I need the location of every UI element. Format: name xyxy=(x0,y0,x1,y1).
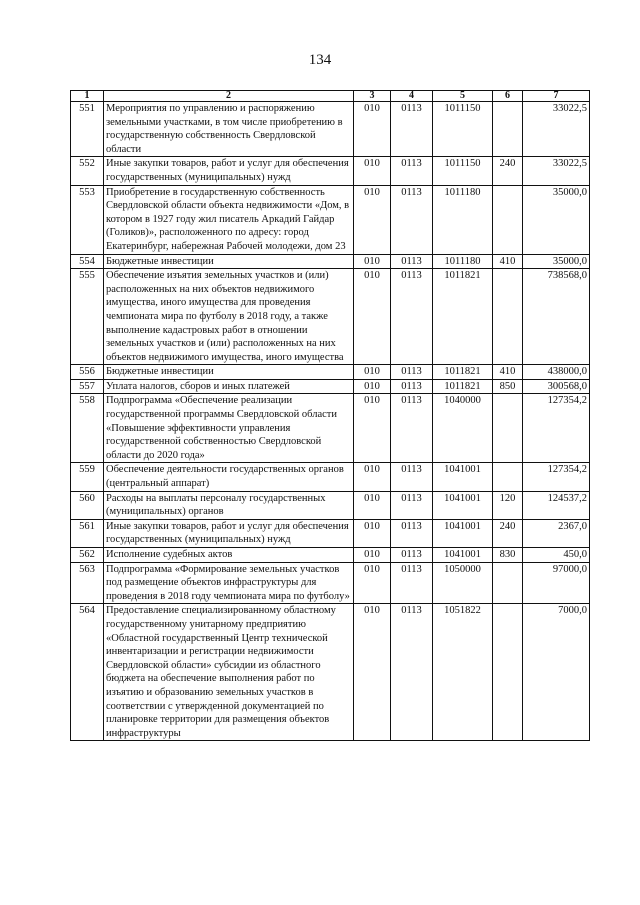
row-description: Исполнение судебных актов xyxy=(104,548,354,563)
table-row xyxy=(71,379,590,394)
row-code-3: 010 xyxy=(354,491,391,519)
row-code-5: 1011180 xyxy=(433,185,493,254)
row-code-4: 0113 xyxy=(391,394,433,463)
row-code-4: 0113 xyxy=(391,185,433,254)
row-code-6: 850 xyxy=(493,379,523,394)
row-code-5: 1011821 xyxy=(433,269,493,365)
row-code-3: 010 xyxy=(354,269,391,365)
row-code-6 xyxy=(493,394,523,463)
row-code-4: 0113 xyxy=(391,463,433,491)
row-code-3: 010 xyxy=(354,379,391,394)
row-code-3: 010 xyxy=(354,463,391,491)
row-code-6 xyxy=(493,102,523,157)
row-code-3: 010 xyxy=(354,185,391,254)
column-header: 6 xyxy=(493,91,523,102)
row-code-5: 1051822 xyxy=(433,604,493,741)
row-number: 562 xyxy=(71,548,104,563)
row-number: 555 xyxy=(71,269,104,365)
row-code-3: 010 xyxy=(354,394,391,463)
row-number: 558 xyxy=(71,394,104,463)
row-number: 552 xyxy=(71,157,104,185)
row-number: 557 xyxy=(71,379,104,394)
table-row xyxy=(71,269,590,365)
row-description: Подпрограмма «Формирование земельных участков под размещение объектов инфраструктуры для проведения в 2018 году чемпионата мира по футболу» xyxy=(104,562,354,604)
row-code-4: 0113 xyxy=(391,604,433,741)
column-header: 3 xyxy=(354,91,391,102)
column-header: 5 xyxy=(433,91,493,102)
table-row xyxy=(71,562,590,604)
row-number: 559 xyxy=(71,463,104,491)
row-description: Расходы на выплаты персоналу государственных (муниципальных) органов xyxy=(104,491,354,519)
row-code-5: 1041001 xyxy=(433,463,493,491)
row-code-4: 0113 xyxy=(391,519,433,547)
row-number: 560 xyxy=(71,491,104,519)
row-description: Мероприятия по управлению и распоряжению земельными участками, в том числе приобретению в государственную собственность Свердловской области xyxy=(104,102,354,157)
row-code-6: 240 xyxy=(493,519,523,547)
row-amount: 438000,0 xyxy=(523,365,590,380)
row-description: Иные закупки товаров, работ и услуг для обеспечения государственных (муниципальных) нужд xyxy=(104,519,354,547)
row-code-6: 410 xyxy=(493,365,523,380)
row-amount: 450,0 xyxy=(523,548,590,563)
row-code-5: 1011821 xyxy=(433,365,493,380)
row-number: 564 xyxy=(71,604,104,741)
row-code-6: 830 xyxy=(493,548,523,563)
page-number: 134 xyxy=(308,52,332,68)
table-row xyxy=(71,185,590,254)
row-code-5: 1041001 xyxy=(433,548,493,563)
row-code-4: 0113 xyxy=(391,157,433,185)
table-row xyxy=(71,491,590,519)
row-number: 561 xyxy=(71,519,104,547)
row-description: Бюджетные инвестиции xyxy=(104,254,354,269)
row-code-4: 0113 xyxy=(391,254,433,269)
row-code-4: 0113 xyxy=(391,548,433,563)
column-header: 4 xyxy=(391,91,433,102)
row-amount: 35000,0 xyxy=(523,185,590,254)
row-description: Предоставление специализированному областному государственному унитарному предприятию «Областной государственный Центр технической инвентаризации и регистрации недвижимости Свердловской области» субсидии из областного бюджета на обеспечение выполнения работ по изъятию и образованию земельных участков в соответствии с утвержденной документацией по планировке территории для размещения объектов инфраструктуры xyxy=(104,604,354,741)
row-code-3: 010 xyxy=(354,157,391,185)
row-code-5: 1011821 xyxy=(433,379,493,394)
row-description: Приобретение в государственную собственность Свердловской области объекта недвижимости «Дом, в котором в 1927 году жил писатель Аркадий Гайдар (Голиков)», расположенного по адресу: город Екатеринбург, набережная Рабочей молодежи, дом 23 xyxy=(104,185,354,254)
row-code-6: 410 xyxy=(493,254,523,269)
header-row xyxy=(71,91,590,102)
row-code-6 xyxy=(493,604,523,741)
table-row xyxy=(71,365,590,380)
row-amount: 300568,0 xyxy=(523,379,590,394)
row-number: 554 xyxy=(71,254,104,269)
row-code-6 xyxy=(493,185,523,254)
row-code-6 xyxy=(493,463,523,491)
column-header: 1 xyxy=(71,91,104,102)
row-amount: 2367,0 xyxy=(523,519,590,547)
row-description: Иные закупки товаров, работ и услуг для обеспечения государственных (муниципальных) нужд xyxy=(104,157,354,185)
table-row xyxy=(71,519,590,547)
row-amount: 33022,5 xyxy=(523,157,590,185)
row-code-6 xyxy=(493,269,523,365)
row-number: 553 xyxy=(71,185,104,254)
row-code-5: 1041001 xyxy=(433,491,493,519)
row-amount: 738568,0 xyxy=(523,269,590,365)
column-header: 2 xyxy=(104,91,354,102)
row-number: 556 xyxy=(71,365,104,380)
row-code-4: 0113 xyxy=(391,379,433,394)
row-code-3: 010 xyxy=(354,604,391,741)
row-amount: 7000,0 xyxy=(523,604,590,741)
row-code-3: 010 xyxy=(354,102,391,157)
row-amount: 127354,2 xyxy=(523,394,590,463)
row-code-5: 1041001 xyxy=(433,519,493,547)
row-amount: 33022,5 xyxy=(523,102,590,157)
row-number: 563 xyxy=(71,562,104,604)
row-code-3: 010 xyxy=(354,365,391,380)
row-code-3: 010 xyxy=(354,548,391,563)
budget-table xyxy=(70,90,590,741)
row-description: Обеспечение деятельности государственных органов (центральный аппарат) xyxy=(104,463,354,491)
row-code-4: 0113 xyxy=(391,491,433,519)
table-row xyxy=(71,604,590,741)
row-code-6: 240 xyxy=(493,157,523,185)
row-code-5: 1011150 xyxy=(433,102,493,157)
row-code-6 xyxy=(493,562,523,604)
row-code-6: 120 xyxy=(493,491,523,519)
row-description: Уплата налогов, сборов и иных платежей xyxy=(104,379,354,394)
row-description: Подпрограмма «Обеспечение реализации государственной программы Свердловской области «Повышение эффективности управления государственной собственностью Свердловской области до 2020 года» xyxy=(104,394,354,463)
row-code-4: 0113 xyxy=(391,102,433,157)
column-header: 7 xyxy=(523,91,590,102)
table-row xyxy=(71,102,590,157)
row-code-4: 0113 xyxy=(391,562,433,604)
row-code-3: 010 xyxy=(354,254,391,269)
row-code-3: 010 xyxy=(354,519,391,547)
row-code-5: 1050000 xyxy=(433,562,493,604)
row-amount: 124537,2 xyxy=(523,491,590,519)
table-row xyxy=(71,463,590,491)
table-row xyxy=(71,548,590,563)
row-code-5: 1040000 xyxy=(433,394,493,463)
row-code-5: 1011150 xyxy=(433,157,493,185)
row-description: Обеспечение изъятия земельных участков и (или) расположенных на них объектов недвижимого имущества, иного имущества для проведения чемпионата мира по футболу в 2018 году, а также выполнение кадастровых работ в отношении земельных участков и (или) расположенных на них объектов недвижимого имущества, иного имущества xyxy=(104,269,354,365)
table-row xyxy=(71,254,590,269)
table-row xyxy=(71,157,590,185)
row-code-5: 1011180 xyxy=(433,254,493,269)
row-amount: 97000,0 xyxy=(523,562,590,604)
row-code-4: 0113 xyxy=(391,365,433,380)
row-description: Бюджетные инвестиции xyxy=(104,365,354,380)
row-number: 551 xyxy=(71,102,104,157)
row-code-4: 0113 xyxy=(391,269,433,365)
row-amount: 35000,0 xyxy=(523,254,590,269)
table-row xyxy=(71,394,590,463)
row-code-3: 010 xyxy=(354,562,391,604)
row-amount: 127354,2 xyxy=(523,463,590,491)
